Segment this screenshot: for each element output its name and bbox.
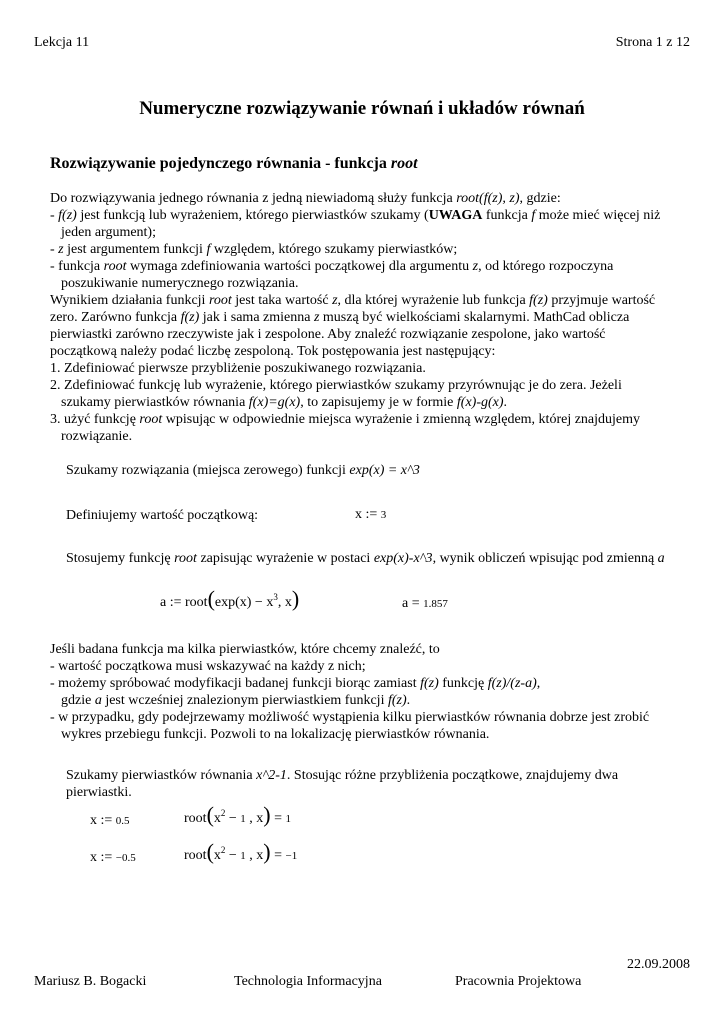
intro-paragraph [50, 190, 660, 445]
section-heading-italic: root [390, 155, 418, 172]
intro-line: Do rozwiązywania jednego równania z jedną niewiadomą służy funkcja root(f(z), z), gdzie: [50, 191, 561, 206]
example2-init-2: x := −0.5 [90, 850, 136, 865]
intro-line: zero. Zarówno funkcja f(z) jak i sama zmienna z muszą być wielkościami skalarnymi. MathCad oblicza [50, 310, 630, 325]
header-lesson: Lekcja 11 [34, 35, 90, 50]
example2-root-1: $root(x^2 - 1$ , x) = 1 [184, 802, 292, 827]
multi-line: Jeśli badana funkcja ma kilka pierwiastków, które chcemy znaleźć, to [50, 642, 440, 657]
root-formula: a := root(exp(x) − $x^3$, x) [160, 586, 300, 611]
intro-line: szukamy pierwiastków równania f(x)=g(x), to zapisujemy je w formie f(x)-g(x). [61, 395, 508, 410]
intro-line: poszukiwanie numerycznego rozwiązania. [61, 276, 299, 291]
intro-line: - funkcja root wymaga zdefiniowania wartości początkowej dla argumentu z, od którego rozpoczyna [50, 259, 614, 274]
footer-lab: Pracownia Projektowa [455, 974, 582, 989]
initial-value-definition: x := 3 [355, 507, 387, 522]
root-result: a = 1.857 [402, 596, 448, 611]
example2-root-2: $root(x^2 - 1$ , x) = −1 [184, 839, 298, 864]
footer-course: Technologia Informacyjna [234, 974, 382, 989]
intro-line: 3. użyć funkcję root wpisując w odpowiednie miejsca wyrażenie i zmienną względem, której znajdujemy [50, 412, 641, 427]
multi-line: gdzie a jest wcześniej znalezionym pierwiastkiem funkcji f(z). [61, 693, 411, 708]
intro-line: rozwiązanie. [61, 429, 133, 444]
section-heading [50, 155, 418, 173]
example2-line: pierwiastki. [66, 785, 132, 800]
header-page-number: Strona 1 z 12 [615, 35, 690, 50]
example2-init-1: x := 0.5 [90, 813, 130, 828]
multi-line: wykres przebiegu funkcji. Pozwoli to na lokalizację pierwiastków równania. [61, 727, 490, 742]
page-title: Numeryczne rozwiązywanie równań i układów równań [139, 98, 585, 119]
multi-line: - możemy spróbować modyfikacji badanej funkcji biorąc zamiast f(z) funkcję f(z)/(z-a), [50, 676, 541, 691]
intro-line: Wynikiem działania funkcji root jest taka wartość z, dla której wyrażenie lub funkcja f(z) przyjmuje wartość [50, 293, 656, 308]
intro-line: jeden argument); [61, 225, 156, 240]
section-heading-text: Rozwiązywanie pojedynczego równania - funkcja [50, 155, 391, 172]
example1-root-text: Stosujemy funkcję root zapisując wyrażenie w postaci exp(x)-x^3, wynik obliczeń wpisując pod zmienną a [66, 551, 665, 566]
example2-line: Szukamy pierwiastków równania x^2-1. Stosując różne przybliżenia początkowe, znajdujemy dwa [66, 768, 619, 783]
example1-statement: Szukamy rozwiązania (miejsca zerowego) funkcji exp(x) = x^3 [66, 463, 420, 478]
example2-statement [66, 767, 618, 801]
intro-line: 1. Zdefiniować pierwsze przybliżenie poszukiwanego rozwiązania. [50, 361, 426, 376]
multi-line: - w przypadku, gdy podejrzewamy możliwość wystąpienia kilku pierwiastków równania dobrze jest zrobić [50, 710, 650, 725]
multi-root-paragraph [50, 641, 649, 743]
multi-line: - wartość początkowa musi wskazywać na każdy z nich; [50, 659, 366, 674]
intro-line: pierwiastki zarówno rzeczywiste jak i zespolone. Aby znaleźć rozwiązanie zespolone, jako wartość [50, 327, 606, 342]
intro-line: początkową należy podać liczbę zespoloną. Tok postępowania jest następujący: [50, 344, 496, 359]
footer-date: 22.09.2008 [627, 957, 690, 972]
intro-line: 2. Zdefiniować funkcję lub wyrażenie, którego pierwiastków szukamy przyrównując je do zera. Jeżeli [50, 378, 622, 393]
example1-initial-value-text: Definiujemy wartość początkową: [66, 508, 259, 523]
intro-line: - f(z) jest funkcją lub wyrażeniem, którego pierwiastków szukamy (UWAGA funkcja f może mieć więcej niż [50, 208, 661, 223]
footer-author: Mariusz B. Bogacki [34, 974, 147, 989]
intro-line: - z jest argumentem funkcji f względem, którego szukamy pierwiastków; [50, 242, 458, 257]
